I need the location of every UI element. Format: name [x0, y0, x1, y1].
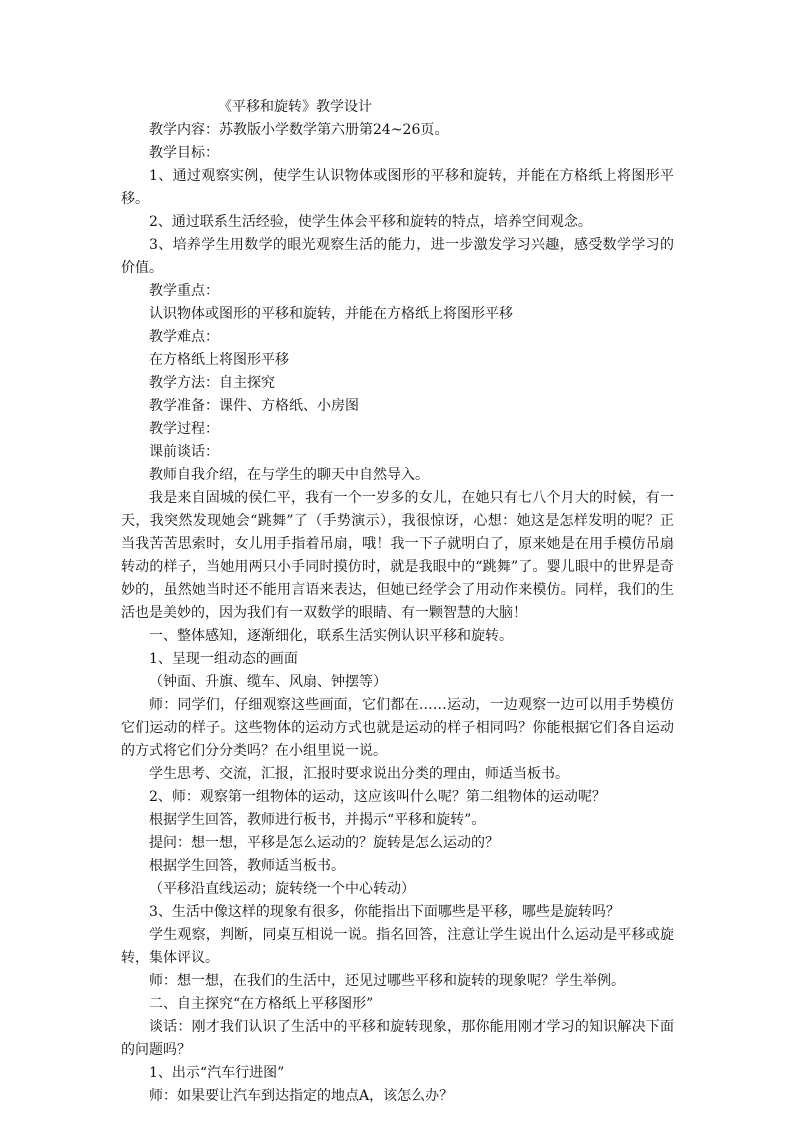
paragraph: 教学方法：自主探究: [149, 375, 275, 391]
document-title: 《平移和旋转》教学设计: [218, 99, 372, 115]
paragraph: 根据学生回答，教师适当板书。: [149, 858, 345, 874]
paragraph: （钟面、升旗、缆车、风扇、钟摆等）: [149, 674, 387, 690]
paragraph: 在方格纸上将图形平移: [149, 352, 289, 368]
paragraph: 教学过程：: [149, 421, 219, 437]
paragraph: 根据学生回答，教师进行板书，并揭示“平移和旋转”。: [149, 812, 486, 828]
paragraph: 1、呈现一组动态的画面: [149, 651, 298, 667]
paragraph: 师：同学们，仔细观察这些画面，它们都在……运动，一边观察一边可以用手势模仿它们运动的样子。这些物体的运动方式也就是运动的样子相同吗？你能根据它们各自运动的方式将它们分分类吗？在小组里说一说。: [121, 697, 674, 759]
paragraph: 一、整体感知，逐渐细化，联系生活实例认识平移和旋转。: [149, 628, 513, 644]
paragraph: 二、自主探究“在方格纸上平移图形”: [149, 996, 374, 1012]
paragraph: 学生思考、交流，汇报，汇报时要求说出分类的理由，师适当板书。: [149, 766, 569, 782]
paragraph: 3、培养学生用数学的眼光观察生活的能力，进一步激发学习兴趣，感受数学学习的价值。: [121, 237, 674, 276]
paragraph: 3、生活中像这样的现象有很多，你能指出下面哪些是平移，哪些是旋转吗？: [149, 904, 620, 920]
paragraph: 谈话：刚才我们认识了生活中的平移和旋转现象，那你能用刚才学习的知识解决下面的问题吗？: [121, 1019, 674, 1058]
paragraph: 教学重点：: [149, 283, 219, 299]
paragraph: 1、通过观察实例，使学生认识物体或图形的平移和旋转，并能在方格纸上将图形平移。: [121, 168, 674, 207]
paragraph: 教师自我介绍，在与学生的聊天中自然导入。: [149, 467, 429, 483]
paragraph: 师：想一想，在我们的生活中，还见过哪些平移和旋转的现象呢？学生举例。: [149, 973, 625, 989]
paragraph: 课前谈话：: [149, 444, 219, 460]
paragraph: 我是来自固城的侯仁平，我有一个一岁多的女儿，在她只有七八个月大的时候，有一天，我突然发现她会“跳舞”了（手势演示），我很惊讶，心想：她这是怎样发明的呢？正当我苦苦思索时，女儿用手指着吊扇，哦！我一下子就明白了，原来她是在用手模仿吊扇转动的样子，当她用两只小手同时摸仿时，就是我眼中的“跳舞”了。婴儿眼中的世界是奇妙的，虽然她当时还不能用言语来表达，但她已经学会了用动作来模仿。同样，我们的生活也是美妙的，因为我们有一双数学的眼睛、有一颗智慧的大脑！: [121, 490, 674, 621]
paragraph: 1、出示“汽车行进图”: [149, 1065, 285, 1081]
paragraph: 师：如果要让汽车到达指定的地点A，该怎么办？: [149, 1088, 454, 1104]
paragraph: 教学准备：课件、方格纸、小房图: [149, 398, 359, 414]
paragraph: 2、通过联系生活经验，使学生体会平移和旋转的特点，培养空间观念。: [149, 214, 592, 230]
paragraph: 教学目标：: [149, 145, 219, 161]
paragraph: 认识物体或图形的平移和旋转，并能在方格纸上将图形平移: [149, 306, 513, 322]
document-body: [121, 119, 674, 1108]
paragraph: 提问：想一想，平移是怎么运动的？旋转是怎么运动的？: [149, 835, 499, 851]
paragraph: 教学内容：苏教版小学数学第六册第24~26页。: [149, 122, 449, 138]
paragraph: 教学难点：: [149, 329, 219, 345]
paragraph: （平移沿直线运动；旋转绕一个中心转动）: [149, 881, 415, 897]
paragraph: 2、师：观察第一组物体的运动，这应该叫什么呢？第二组物体的运动呢？: [149, 789, 606, 805]
paragraph: 学生观察，判断，同桌互相说一说。指名回答，注意让学生说出什么运动是平移或旋转，集体评议。: [121, 927, 674, 966]
document-page: [121, 96, 674, 1108]
